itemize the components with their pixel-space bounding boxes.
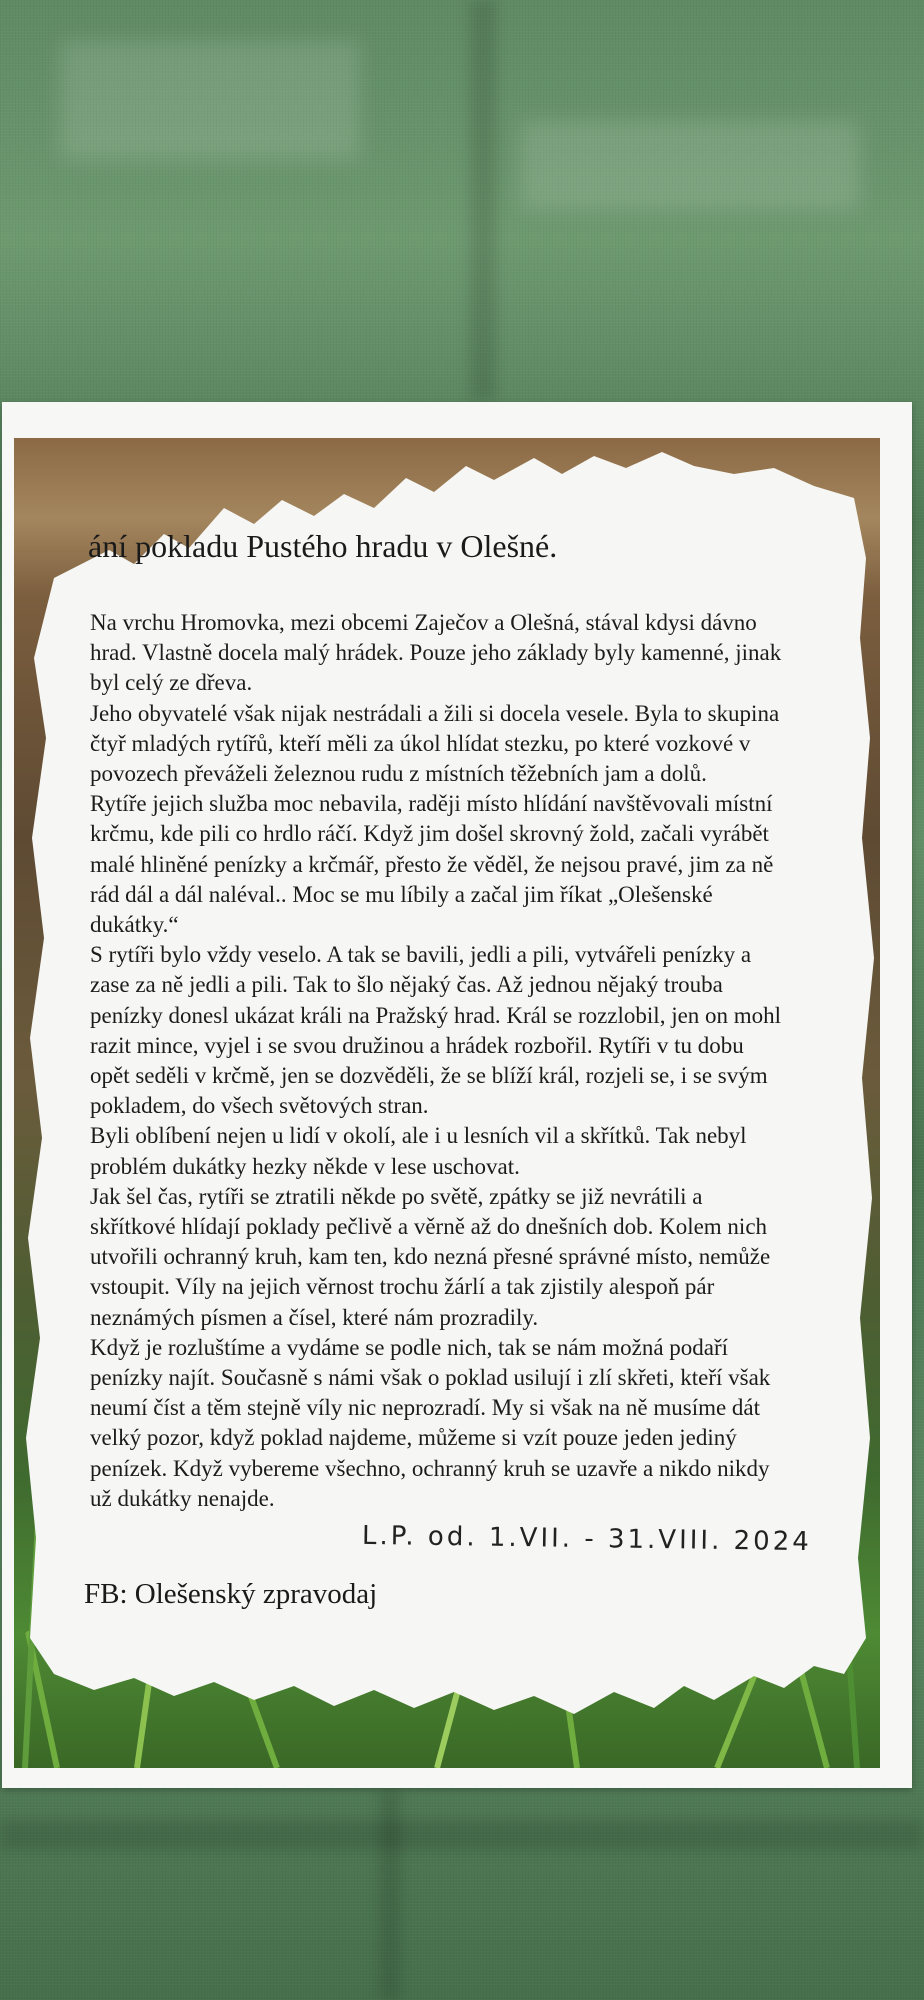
text-line: penízky najít. Současně s námi však o poklad usilují i zlí skřeti, kteří však [90,1365,771,1391]
text-line: vstoupit. Víly na jejich věrnost trochu žárlí a tak zjistily alespoň pár [90,1274,715,1300]
text-line: hrad. Vlastně docela malý hrádek. Pouze jeho základy byly kamenné, jinak [90,640,782,666]
text-line: rád dál a dál naléval.. Moc se mu líbily a začal jim říkat „Olešenské [90,881,713,907]
text-line: povozech převáželi železnou rudu z místních těžebních jam a dolů. [90,761,707,787]
text-line: razit mince, vyjel i se svou družinou a hrádek rozbořil. Rytíři v tu dobu [90,1032,744,1058]
cloth-fold [0,1820,924,1850]
cloth-fold [380,1790,400,2000]
text-line: skřítkové hlídají poklady pečlivě a věrně až do dnešních dob. Kolem nich [90,1214,768,1240]
text-line: problém dukátky hezky někde v lese uschovat. [90,1153,520,1179]
cloth-highlight [520,120,860,210]
text-line: S rytíři bylo vždy veselo. A tak se bavili, jedli a pili, vytvářeli penízky a [90,942,752,968]
text-line: dukátky.“ [90,912,179,938]
text-line: čtyř mladých rytířů, kteří měli za úkol hlídat stezku, po které vozkové v [90,730,751,756]
text-line: Jak šel čas, rytíři se ztratili někde po světě, zpátky se již nevrátili a [90,1183,703,1209]
facebook-reference: FB: Olešenský zpravodaj [84,1578,378,1610]
text-line: Když je rozluštíme a vydáme se podle nich, tak se nám možná podaří [90,1334,729,1360]
text-line: Byli oblíbení nejen u lidí v okolí, ale i u lesních vil a skřítků. Tak nebyl [90,1123,747,1149]
text-line: penízek. Když vybereme všechno, ochranný kruh se uzavře a nikdo nikdy [90,1455,770,1481]
text-line: už dukátky nenajde. [90,1485,275,1511]
text-line: pokladem, do všech světových stran. [90,1093,429,1119]
document-title: ání pokladu Pustého hradu v Olešné. [88,528,558,564]
text-line: opět seděli v krčmě, jen se dozvěděli, že se blíží král, rozjeli se, i se svým [90,1063,768,1089]
text-line: neznámých písmen a čísel, které nám prozradily. [90,1304,539,1330]
story-text [90,608,890,1514]
text-line: utvořili ochranný kruh, kam ten, kdo nezná přesné správné místo, nemůže [90,1244,771,1270]
cloth-fold [470,0,496,400]
text-line: Na vrchu Hromovka, mezi obcemi Zaječov a Olešná, stával kdysi dávno [90,610,757,635]
text-line: neumí číst a těm stejně víly nic neprozradí. My si však na ně musíme dát [90,1395,761,1421]
text-line: malé hliněné penízky a krčmář, přesto že věděl, že nejsou pravé, jim za ně [90,851,774,877]
text-line: penízky donesl ukázat králi na Pražský hrad. Král se rozzlobil, jen on mohl [90,1002,782,1028]
handwritten-date-note: L.P. od. 1.VII. - 31.VIII. 2024 [361,1520,812,1558]
text-line: byl celý ze dřeva. [90,670,253,696]
text-line: velký pozor, když poklad najdeme, můžeme si vzít pouze jeden jediný [90,1425,737,1451]
cloth-highlight [60,40,360,160]
text-line: Rytíře jejich služba moc nebavila, raději místo hlídání navštěvovali místní [90,791,773,817]
text-line: zase za ně jedli a pili. Tak to šlo nějaký čas. Až jednou nějaký trouba [90,972,723,998]
text-line: Jeho obyvatelé však nijak nestrádali a žili si docela vesele. Byla to skupina [90,700,780,726]
text-line: krčmu, kde pili co hrdlo ráčí. Když jim došel skrovný žold, začali vyrábět [90,821,769,847]
